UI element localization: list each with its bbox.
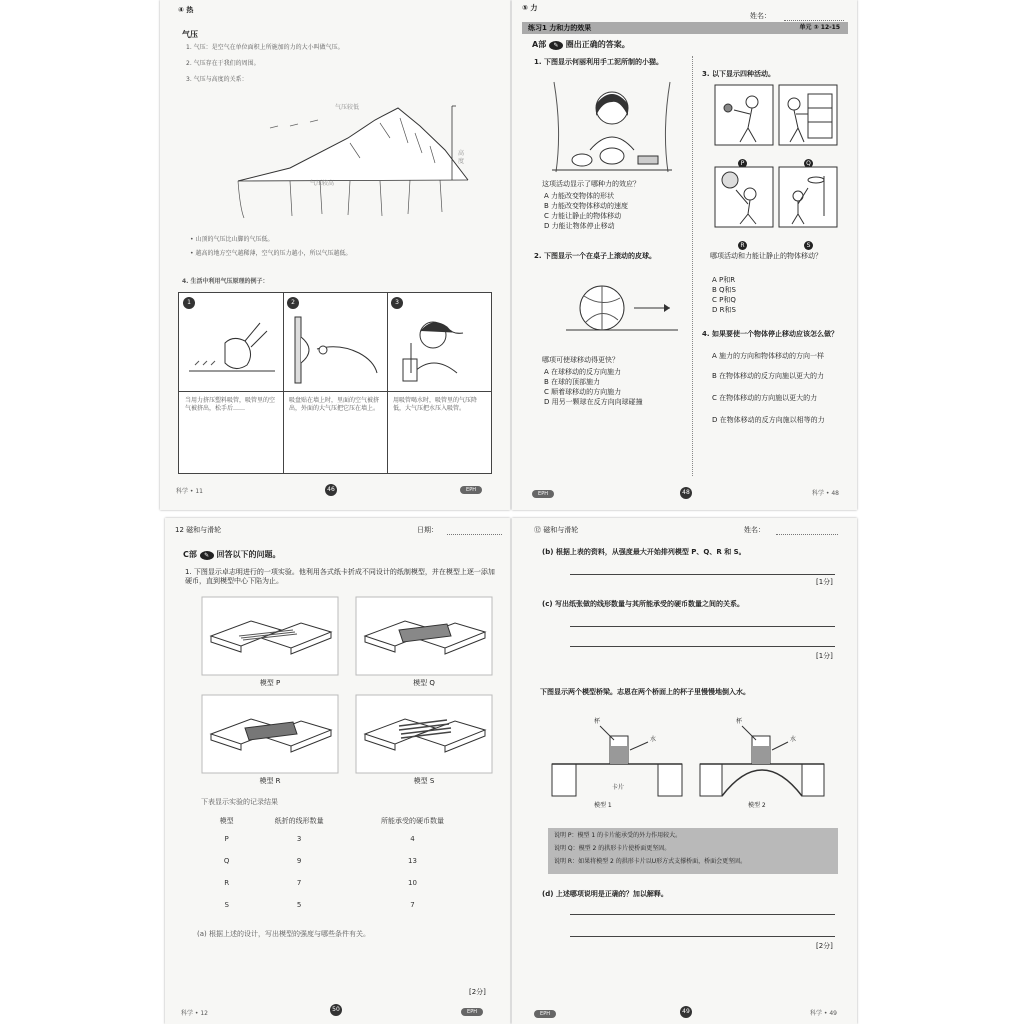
bridge-models-illustration [548, 714, 828, 800]
label-paper: 卡片 [612, 784, 625, 791]
panel-box [178, 292, 492, 474]
mountain-label-bottom: 气压较高 [310, 180, 335, 187]
q4-option-d[interactable]: D 在物体移动的反方向施以相等的力 [712, 416, 825, 424]
model-s-label: 模型 S [413, 777, 435, 785]
activity-label-p: P [738, 159, 747, 168]
table-cell: 7 [296, 879, 302, 887]
table-header-row [205, 814, 475, 828]
bullet-2: • 越高的地方空气越稀薄，空气的压力越小，所以气压越低。 [190, 250, 352, 257]
question-1-ask: 这项活动显示了哪种力的效应？ [542, 180, 640, 188]
marks-b: [1分] [816, 578, 833, 586]
page-bottom-left [165, 518, 510, 1024]
page-top-left [160, 0, 510, 510]
statement-q: 说明 Q：模型 2 的拱形卡片使桥面更坚固。 [554, 845, 671, 852]
question-3: 3. 以下显示四种活动。 [702, 70, 775, 78]
section-a-title: 圈出正确的答案。 [565, 40, 630, 49]
panel-text-3: 用吸管喝水时，吸管里的气压降低，大气压把水压入吸管。 [393, 397, 478, 412]
q4-option-b[interactable]: B 在物体移动的反方向施以更大的力 [712, 372, 825, 380]
date-line [447, 534, 502, 535]
intro-bridges: 下图显示两个模型桥梁。志恩在两个桥面上的杯子里慢慢地倒入水。 [540, 688, 750, 696]
name-label: 姓名： [750, 12, 771, 20]
section-c-title: 回答以下的问题。 [216, 550, 281, 559]
model-p-label: 模型 P [259, 679, 281, 687]
activity-r-illustration [714, 166, 774, 228]
question-c: (c) 写出纸张做的线形数量与其所能承受的硬币数量之间的关系。 [542, 600, 744, 608]
footer-right: 科学 • 49 [810, 1010, 837, 1017]
point-3: 3. 气压与高度的关系： [186, 76, 248, 83]
activity-s-illustration [778, 166, 838, 228]
page-header: ⑤ 力 [522, 4, 538, 12]
axis-label: 高度 [458, 150, 465, 165]
panel-number-1: 1 [183, 297, 195, 309]
name-line [784, 20, 844, 21]
page-header: ④ 热 [178, 6, 194, 14]
table-cell: 9 [296, 857, 302, 865]
activity-p-illustration [714, 84, 774, 146]
model-s-illustration [355, 694, 493, 774]
panel-text-2: 吸盘贴在墙上时，里面的空气被挤出，外面的大气压把它压在墙上。 [289, 397, 380, 412]
question-2: 2. 下图显示一个在桌子上滚动的皮球。 [534, 252, 656, 260]
column-divider [692, 56, 694, 476]
question-a: (a) 根据上述的设计，写出模型的强度与哪些条件有关。 [197, 930, 370, 938]
question-1: 1. 下图显示卓志明进行的一项实验。他利用各式纸卡折成不同设计的纸制模型，并在模型上逐一添加硬币，直到模型中心下陷为止。 [185, 568, 495, 585]
q1-option-b[interactable]: B 力能改变物体移动的速度 [544, 202, 629, 210]
model-r-illustration [201, 694, 339, 774]
activity-q-illustration [778, 84, 838, 146]
publisher-logo: EPH [532, 490, 554, 498]
table-cell: 10 [408, 879, 417, 887]
answer-line-d1[interactable] [570, 914, 835, 915]
mountain-diagram [230, 98, 480, 228]
table-cell: R [224, 879, 230, 887]
hand-squeeze-illustration [185, 313, 279, 387]
statement-p: 说明 P：模型 1 的卡片能承受的外力作用较大。 [554, 832, 682, 839]
q2-option-d[interactable]: D 用另一颗球在反方向向球碰撞 [544, 398, 643, 406]
name-line [776, 534, 838, 535]
publisher-logo: EPH [460, 486, 482, 494]
question-2-ask: 哪项可使球移动得更快？ [542, 356, 619, 364]
q1-option-d[interactable]: D 力能让物体停止移动 [544, 222, 615, 230]
table-cell: 13 [408, 857, 417, 865]
girl-straw-illustration [393, 313, 487, 387]
model-1-label: 模型 1 [594, 802, 612, 809]
banner-title: 练习1 力和力的效果 [528, 24, 592, 32]
model-r-label: 模型 R [259, 777, 281, 785]
date-label: 日期： [417, 526, 438, 534]
answer-line-d2[interactable] [570, 936, 835, 937]
publisher-logo: EPH [534, 1010, 556, 1018]
section-c-label: C部 ✎ 回答以下的问题。 [183, 550, 281, 559]
footer-left: 科学 • 12 [181, 1010, 208, 1017]
label-cup-2: 杯 [736, 718, 743, 725]
footer-right: 科学 • 48 [812, 490, 839, 497]
label-water-2: 水 [790, 736, 797, 743]
table-header: 纸折的线形数量 [274, 817, 324, 825]
q2-option-a[interactable]: A 在球移动的反方向施力 [544, 368, 622, 376]
q3-option-c[interactable]: C P和Q [712, 296, 736, 304]
banner-score: 单元 ③ 12-15 [799, 24, 840, 31]
page-top-right [512, 0, 857, 510]
page-header: ⑫ 磁和与滑轮 [534, 526, 579, 534]
point-4: 4. 生活中利用气压原理的例子： [182, 278, 269, 285]
table-row [205, 828, 475, 850]
table-row [205, 872, 475, 894]
publisher-logo: EPH [461, 1008, 483, 1016]
name-label: 姓名： [744, 526, 765, 534]
section-a-label: A部 ✎ 圈出正确的答案。 [532, 40, 630, 49]
activity-label-r: R [738, 241, 747, 250]
table-header: 模型 [219, 817, 234, 825]
exercise-banner [522, 22, 848, 34]
question-b: (b) 根据上表的资料，从强度最大开始排列模型 P、Q、R 和 S。 [542, 548, 746, 556]
panel-number-2: 2 [287, 297, 299, 309]
marks-d: [2分] [816, 942, 833, 950]
page-number: 49 [680, 1006, 692, 1018]
q3-option-b[interactable]: B Q和S [712, 286, 736, 294]
label-water-1: 水 [650, 736, 657, 743]
panel-text-1: 当用力挤压塑料吸管，吸管里的空气被挤出，松手后…… [185, 397, 276, 412]
q4-option-a[interactable]: A 施力的方向和物体移动的方向一样 [712, 352, 825, 360]
mountain-label-top: 气压较低 [335, 104, 360, 111]
model-q-illustration [355, 596, 493, 676]
table-cell: 5 [296, 901, 302, 909]
marks-c: [1分] [816, 652, 833, 660]
q1-option-c[interactable]: C 力能让静止的物体移动 [544, 212, 622, 220]
table-cell: P [224, 835, 229, 843]
page-header: 12 磁和与滑轮 [175, 526, 222, 534]
activity-label-s: S [804, 241, 813, 250]
table-cell: 7 [410, 901, 415, 909]
q1-option-a[interactable]: A 力能改变物体的形状 [544, 192, 615, 200]
suction-cup-illustration [289, 313, 383, 387]
table-cell: 3 [296, 835, 302, 843]
girl-clay-illustration [552, 80, 672, 176]
page-bottom-right [512, 518, 857, 1024]
point-1: 1. 气压：是空气在单位面积上所施加的力的大小叫做气压。 [186, 44, 344, 51]
marks-a: [2分] [469, 988, 486, 996]
model-p-illustration [201, 596, 339, 676]
question-4: 4. 如果要使一个物体停止移动应该怎么做？ [702, 330, 838, 338]
page-number: 50 [330, 1004, 342, 1016]
results-table [205, 814, 475, 916]
question-3-ask: 哪项活动和力能让静止的物体移动？ [710, 252, 822, 260]
q3-option-d[interactable]: D R和S [712, 306, 736, 314]
table-title: 下表显示实验的记录结果 [201, 798, 278, 806]
label-cup-1: 杯 [594, 718, 601, 725]
statements-box [548, 828, 838, 874]
statement-r: 说明 R：如果将模型 2 的拱形卡片以U形方式支撑桥面，桥面会更坚固。 [554, 858, 747, 865]
section-title: 气压 [182, 30, 198, 39]
q4-option-c[interactable]: C 在物体移动的方向施以更大的力 [712, 394, 818, 402]
table-row [205, 894, 475, 916]
table-cell: 4 [410, 835, 415, 843]
bullet-1: • 山顶的气压比山脚的气压低。 [190, 236, 274, 243]
footer-left: 科学 • 11 [176, 488, 203, 495]
table-cell: S [224, 901, 229, 909]
table-row [205, 850, 475, 872]
q2-option-c[interactable]: C 顺着球移动的方向施力 [544, 388, 622, 396]
page-number: 48 [680, 487, 692, 499]
rolling-ball-illustration [562, 278, 682, 340]
answer-line-c1[interactable] [570, 626, 835, 627]
point-2: 2. 气压存在于我们的周围。 [186, 60, 260, 67]
question-d: (d) 上述哪项说明是正确的？加以解释。 [542, 890, 668, 898]
model-q-label: 模型 Q [413, 679, 435, 687]
panel-number-3: 3 [391, 297, 403, 309]
q2-option-b[interactable]: B 在球的顶部施力 [544, 378, 601, 386]
answer-line-c2[interactable] [570, 646, 835, 647]
answer-line-b[interactable] [570, 574, 835, 575]
table-header: 所能承受的硬币数量 [380, 817, 444, 825]
activity-label-q: Q [804, 159, 813, 168]
q3-option-a[interactable]: A P和R [712, 276, 736, 284]
question-1: 1. 下图显示何丽利用手工泥所制的小猫。 [534, 58, 663, 66]
model-2-label: 模型 2 [748, 802, 766, 809]
table-cell: Q [223, 857, 230, 865]
page-number: 46 [325, 484, 337, 496]
